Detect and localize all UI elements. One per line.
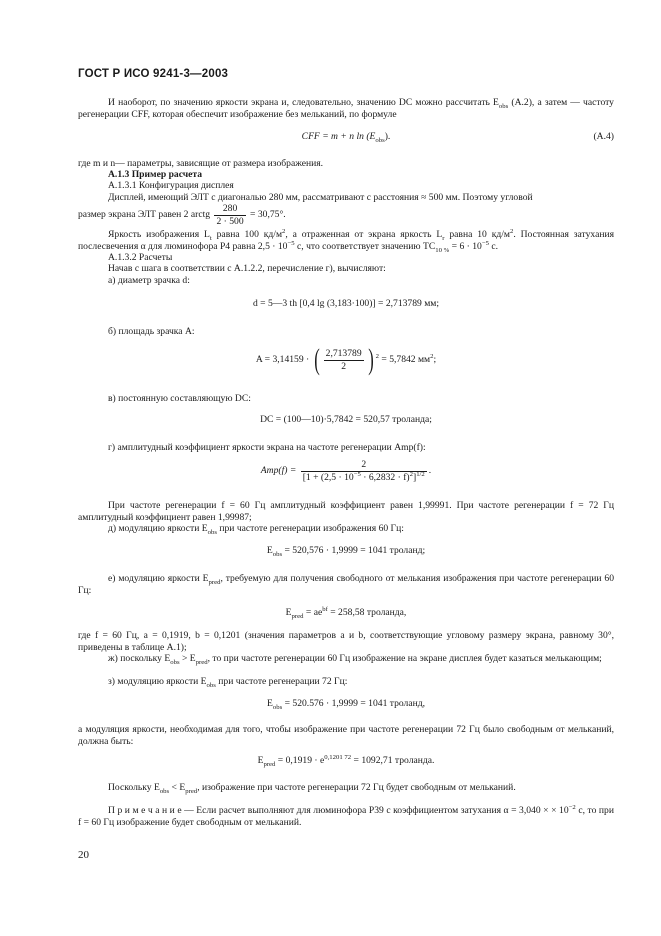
item-a: а) диаметр зрачка d:	[108, 275, 190, 286]
formula-epred-72: $E_{pred} = 0,1919 \cdot e^{0,1201 72} = 1092,71$ троланда.	[257, 753, 435, 768]
item-b: б) площадь зрачка A:	[108, 326, 195, 337]
formula-area: A = 3,14159 · ( $\frac{2,713789}{2}$ ) $^2$ = 5,7842 $мм^2$;	[255, 343, 437, 377]
item-z: з) модуляцию яркости $E_{obs}$ при частоте регенерации 72 Гц:	[108, 676, 348, 689]
item-e: е) модуляцию яркости $E_{pred}$, требуемую для получения свободного от мелькания изображения при частоте регенерации 60 Гц:	[78, 573, 614, 596]
paragraph-amp-values: При частоте регенерации f = 60 Гц амплитудный коэффициент равен 1,99991. При частоте регенерации f = 72 Гц амплитудный коэффициент равен 1,99987;	[78, 500, 614, 523]
paragraph-intro: И наоборот, по значению яркости экрана и, следовательно, значению DC можно рассчитать $E_{obs}$ (А.2), а затем — частоту регенерации CFF, которая обеспечит изображение без мельканий, по формуле	[78, 97, 614, 120]
item-zh: ж) поскольку $E_{obs} > E_{pred}$, то при частоте регенерации 60 Гц изображение на экране дисплея будет казаться мелькающим;	[108, 653, 602, 666]
formula-dc: DC = (100—10)·5,7842 = 520,57 троланда;	[260, 414, 432, 425]
paragraph-params: где f = 60 Гц, a = 0,1919, b = 0,1201 (значения параметров a и b, соответствующие угловому размеру экрана, равному 30°, приведены в таблице А.1);	[78, 630, 614, 653]
heading-a131: А.1.3.1 Конфигурация дисплея	[108, 180, 234, 191]
heading-a13: А.1.3 Пример расчета	[108, 169, 203, 180]
document-header: ГОСТ Р ИСО 9241-3—2003	[78, 68, 229, 80]
paragraph-calc-start: Начав с шага в соответствии с А.1.2.2, перечисление г), вычисляют:	[108, 263, 386, 274]
formula-d: d = 5—3 th [0,4 lg (3,183·100)] = 2,713789 мм;	[252, 298, 440, 309]
formula-amp: Amp(f) = $\frac{2}{[1 + (2,5 \cdot 10^{-5} \cdot 6,2832 \cdot f)^2]^{1/2}}$ .	[260, 459, 432, 483]
formula-eobs-60: $E_{obs} = 520,576 \cdot 1,9999 = 1041$ троланд;	[266, 545, 426, 558]
paragraph-conclusion: Поскольку $E_{obs} < E_{pred}$, изображение при частоте регенерации 72 Гц будет свободным от мельканий.	[108, 782, 516, 795]
item-d: г) амплитудный коэффициент яркости экрана на частоте регенерации Amp(f):	[108, 442, 426, 453]
paragraph-angular-size: размер экрана ЭЛТ равен 2 arctg $\frac{280}{2 \cdot 500}$ = 30,75°.	[78, 203, 286, 227]
heading-a132: А.1.3.2 Расчеты	[108, 252, 173, 263]
item-c: в) постоянную составляющую DC:	[108, 393, 251, 404]
paragraph-where: где m и n— параметры, зависящие от размера изображения.	[78, 158, 324, 169]
formula-epred-60: $E_{pred} = ae^{bf} = 258,58$ троланда,	[285, 605, 407, 620]
paragraph-luminance: Яркость изображения $L_t$ равна 100 $кд/м^2$, а отраженная от экрана яркость $L_r$ равна 10 $кд/м^2$. Постоянная затухания послесвечения α для люминофора Р4 равна $2,5 \cdot 10^{-5}$ с, что соответствует значению $TC_{10 \%} = 6 \cdot 10^{-5}$ с.	[78, 227, 615, 254]
formula-eobs-72: $E_{obs} = 520.576 \cdot 1,9999 = 1041$ троланд,	[266, 698, 425, 711]
note: П р и м е ч а н и е — Если расчет выполняют для люминофора Р39 с коэффициентом затухания α = 3,040 × × $10^{-2}$ с, то при f = 60 Гц изображение будет свободным от мельканий.	[78, 803, 614, 828]
formula-a4-number: (А.4)	[593, 131, 614, 142]
paragraph-display-config: Дисплей, имеющий ЭЛТ с диагональю 280 мм, рассматривают с расстояния ≈ 500 мм. Поэтому угловой	[108, 192, 533, 203]
item-dd: д) модуляцию яркости $E_{obs}$ при частоте регенерации изображения 60 Гц:	[108, 523, 404, 536]
page-number: 20	[78, 849, 89, 861]
formula-a4: CFF = m + n $\ln (E_{obs})$.	[301, 131, 391, 144]
paragraph-required-modulation: а модуляция яркости, необходимая для того, чтобы изображение при частоте регенерации 72 Гц было свободным от мельканий, должна быть:	[78, 724, 614, 747]
